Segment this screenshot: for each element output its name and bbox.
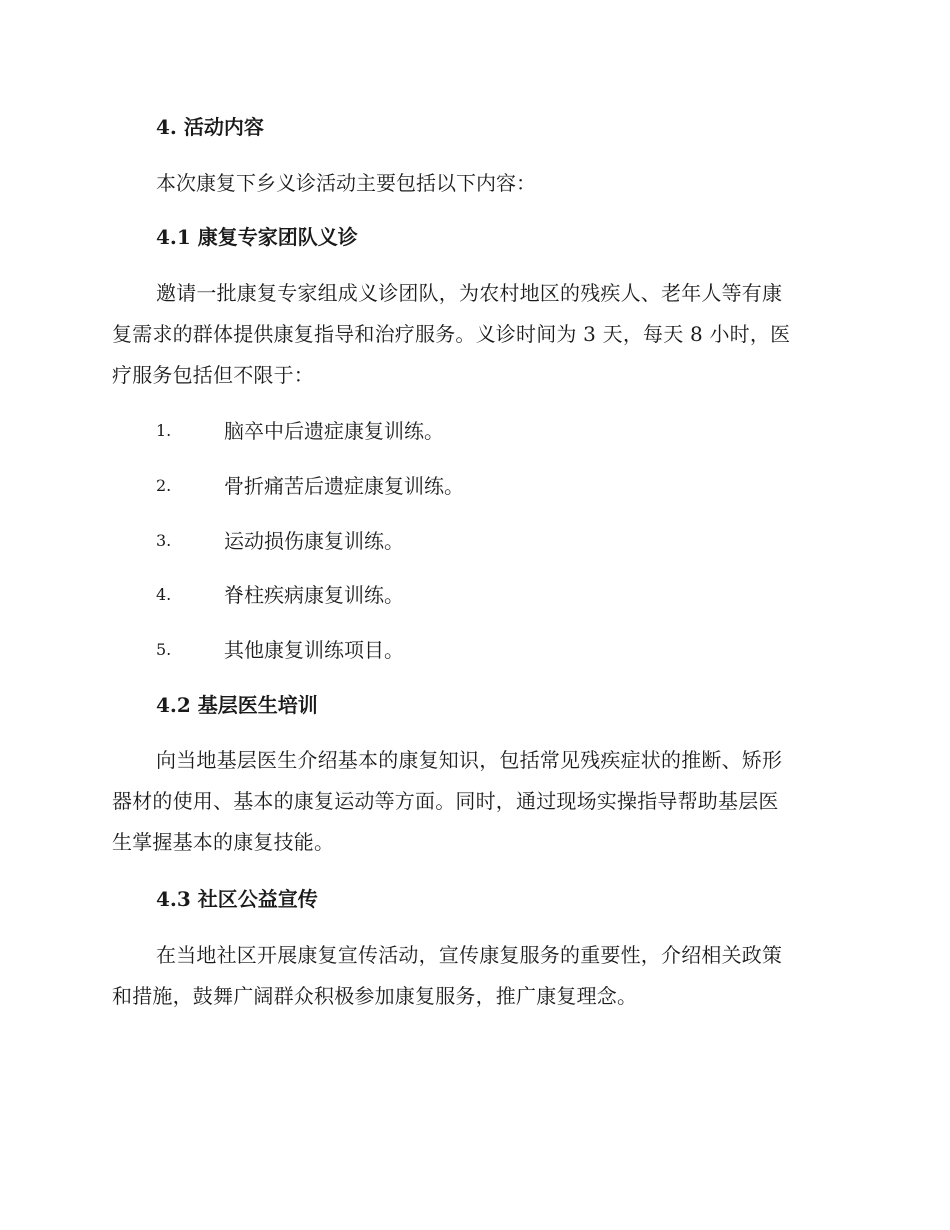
section-heading: 4. 活动内容 [156, 115, 264, 139]
list-number: 4. [156, 585, 172, 604]
sub2-line-3: 生掌握基本的康复技能。 [112, 830, 335, 854]
sub3-heading: 4.3 社区公益宣传 [156, 887, 318, 911]
sub1-heading: 4.1 康复专家团队义诊 [156, 225, 358, 249]
list-text: 运动损伤康复训练。 [224, 529, 404, 553]
list-text: 骨折痛苦后遗症康复训练。 [224, 474, 464, 498]
sub3-line-2: 和措施，鼓舞广阔群众积极参加康复服务，推广康复理念。 [112, 984, 638, 1008]
sub1-line-2: 复需求的群体提供康复指导和治疗服务。义诊时间为 3 天，每天 8 小时，医 [112, 322, 791, 346]
list-number: 1. [156, 421, 172, 440]
list-text: 脊柱疾病康复训练。 [224, 583, 404, 607]
list-text: 其他康复训练项目。 [224, 638, 404, 662]
sub1-line-3: 疗服务包括但不限于： [112, 363, 314, 387]
sub2-heading: 4.2 基层医生培训 [156, 693, 318, 717]
list-number: 3. [156, 531, 172, 550]
section-intro: 本次康复下乡义诊活动主要包括以下内容： [156, 171, 536, 195]
sub2-paragraph [112, 743, 832, 859]
sub1-paragraph [112, 276, 832, 392]
sub2-line-2: 器材的使用、基本的康复运动等方面。同时，通过现场实操指导帮助基层医 [112, 789, 779, 813]
sub2-line-1: 向当地基层医生介绍基本的康复知识，包括常见残疾症状的推断、矫形 [156, 748, 783, 772]
sub3-paragraph [112, 938, 832, 1013]
list-number: 2. [156, 476, 172, 495]
list-text: 脑卒中后遗症康复训练。 [224, 419, 444, 443]
sub3-line-1: 在当地社区开展康复宣传活动，宣传康复服务的重要性，介绍相关政策 [156, 943, 783, 967]
list-number: 5. [156, 640, 172, 659]
sub1-line-1: 邀请一批康复专家组成义诊团队，为农村地区的残疾人、老年人等有康 [156, 281, 783, 305]
